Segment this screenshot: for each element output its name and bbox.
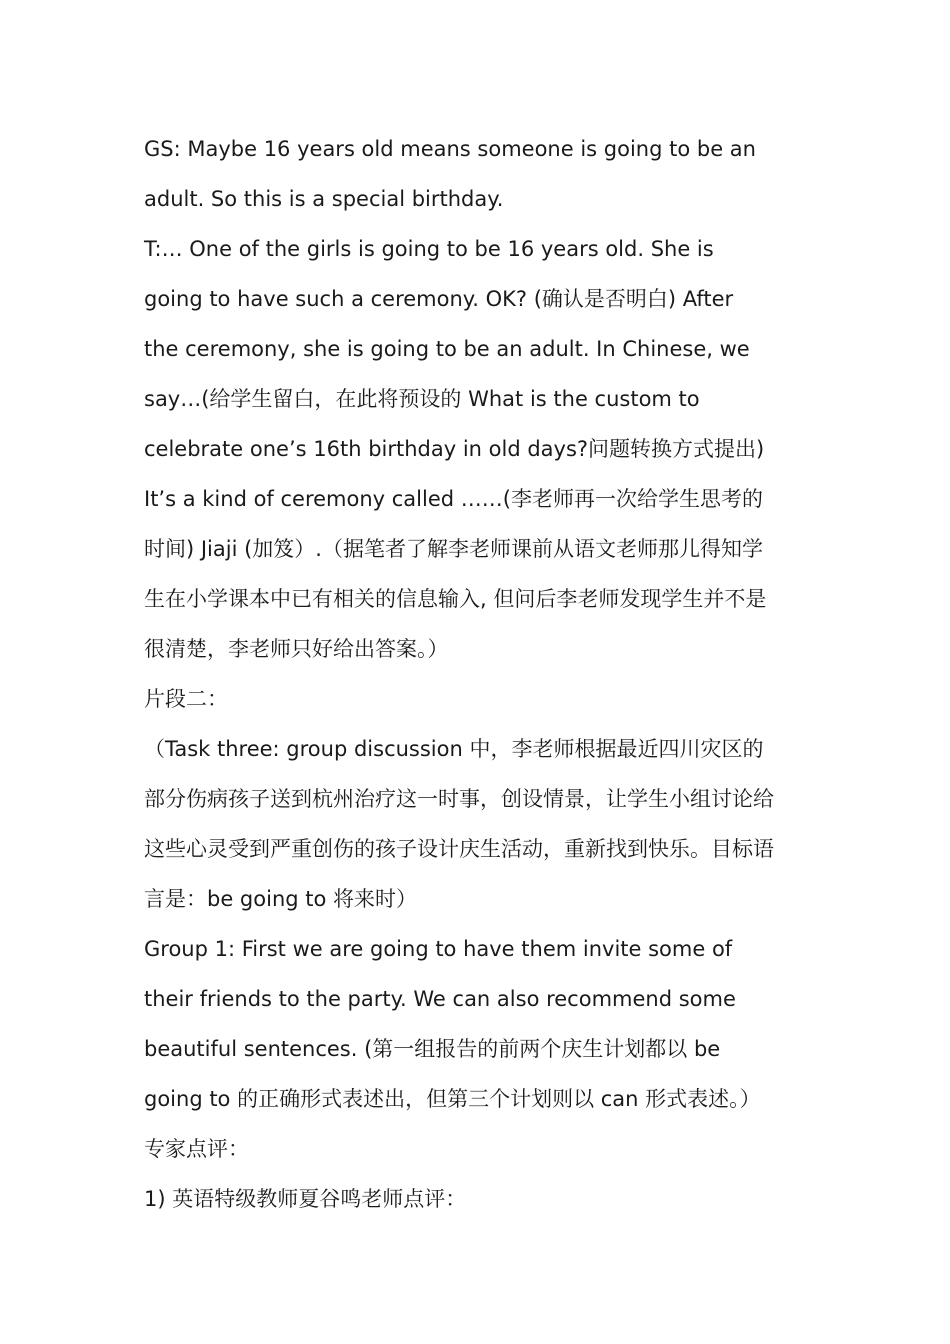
expert-review-heading: 专家点评： bbox=[144, 1137, 249, 1161]
text-line-13: （Task three: group discussion 中，李老师根据最近四川灾区的 bbox=[144, 737, 764, 761]
text-line-5: the ceremony, she is going to be an adult. In Chinese, we bbox=[144, 337, 750, 361]
text-line-11: 很清楚，李老师只好给出答案。） bbox=[144, 637, 449, 661]
text-line-2: adult. So this is a special birthday. bbox=[144, 187, 504, 211]
text-line-6: say…(给学生留白，在此将预设的 What is the custom to bbox=[144, 387, 700, 411]
text-line-20: going to 的正确形式表述出，但第三个计划则以 can 形式表述。） bbox=[144, 1087, 761, 1111]
text-line-7: celebrate one’s 16th birthday in old days?问题转换方式提出) bbox=[144, 437, 765, 461]
section-heading: 片段二： bbox=[144, 687, 228, 711]
text-line-15: 这些心灵受到严重创伤的孩子设计庆生活动，重新找到快乐。目标语 bbox=[144, 837, 774, 861]
text-line-17: Group 1: First we are going to have them invite some of bbox=[144, 937, 733, 961]
text-line-19: beautiful sentences. (第一组报告的前两个庆生计划都以 be bbox=[144, 1037, 721, 1061]
document-body bbox=[144, 124, 816, 1224]
text-line-3: T:… One of the girls is going to be 16 years old. She is bbox=[144, 237, 714, 261]
text-line-9: 时间) Jiaji (加笈）.（据笔者了解李老师课前从语文老师那儿得知学 bbox=[144, 537, 763, 561]
text-line-14: 部分伤病孩子送到杭州治疗这一时事，创设情景，让学生小组讨论给 bbox=[144, 787, 774, 811]
text-line-1: GS: Maybe 16 years old means someone is going to be an bbox=[144, 137, 756, 161]
text-line-22: 1) 英语特级教师夏谷鸣老师点评： bbox=[144, 1187, 467, 1211]
text-line-18: their friends to the party. We can also recommend some bbox=[144, 987, 736, 1011]
text-line-4: going to have such a ceremony. OK? (确认是否明白) After bbox=[144, 287, 734, 311]
text-line-10: 生在小学课本中已有相关的信息输入, 但问后李老师发现学生并不是 bbox=[144, 587, 767, 611]
text-line-16: 言是：be going to 将来时） bbox=[144, 887, 418, 911]
text-line-8: It’s a kind of ceremony called ……(李老师再一次给学生思考的 bbox=[144, 487, 763, 511]
